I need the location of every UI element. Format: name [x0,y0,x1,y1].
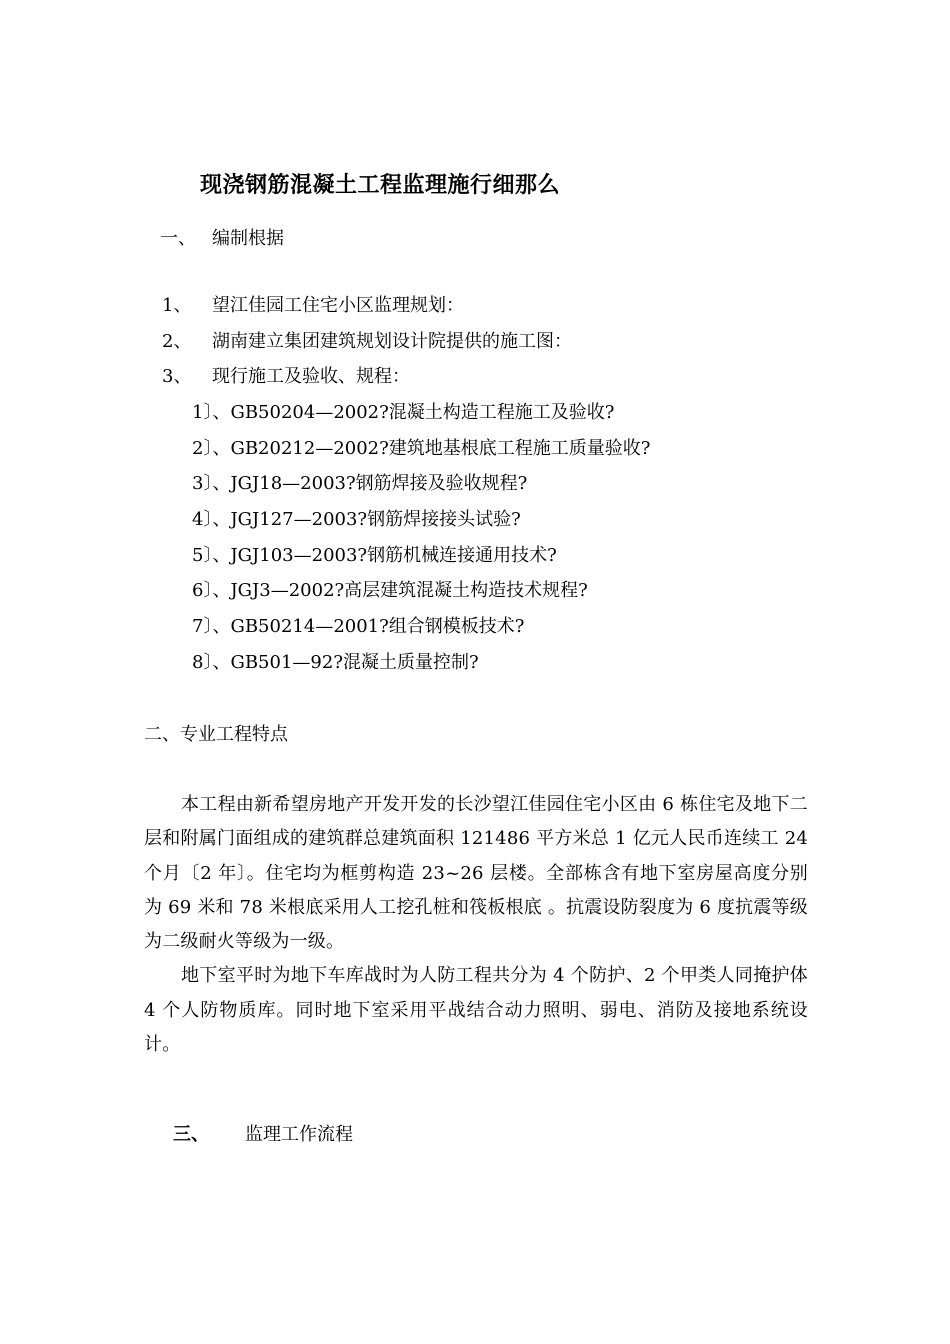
list-item [162,328,572,364]
list-item-text: 湖南建立集团建筑规划设计院提供的施工图： [212,330,572,352]
standards-list [192,399,650,685]
standard-item: 5〕、JGJ103—2003?钢筋机械连接通用技术? [192,544,557,566]
standard-item: 7〕、GB50214—2001?组合钢模板技术? [192,616,525,638]
list-item-number: 2、 [162,330,192,352]
standard-item: 1〕、GB50204—2002?混凝土构造工程施工及验收? [192,402,615,423]
standard-item: 3〕、JGJ18—2003?钢筋焊接及验收规程? [192,473,528,495]
standard-item: 4〕、JGJ127—2003?钢筋焊接接头试验? [192,509,521,531]
standard-item: 8〕、GB501—92?混凝土质量控制? [192,651,479,673]
section-heading-workflow [173,1120,353,1146]
list-item-text: 现行施工及验收、规程： [212,366,410,387]
section-title: 监理工作流程 [245,1124,353,1145]
paragraph: 地下室平时为地下车库战时为人防工程共分为 4 个防护、2 个甲类人同掩护体 4 个人防物质库。同时地下室采用平战结合动力照明、弱电、消防及接地系统设计。 [144,965,808,1056]
section-number: 三、 [173,1124,209,1145]
section-heading-basis [160,224,284,250]
section-number: 一、 [160,228,196,249]
list-item-number: 3、 [162,366,192,387]
list-item-number: 1、 [162,295,192,316]
standard-item: 2〕、GB20212—2002?建筑地基根底工程施工质量验收? [192,437,651,459]
list-item-text: 望江佳园工住宅小区监理规划： [212,295,464,316]
basis-list [162,292,572,399]
section-heading-features: 二、专业工程特点 [144,724,288,745]
standard-item: 6〕、JGJ3—2002?高层建筑混凝土构造技术规程? [192,580,588,602]
list-item [162,363,572,399]
paragraph: 本工程由新希望房地产开发开发的长沙望江佳园住宅小区由 6 栋住宅及地下二层和附属门面组成的建筑群总建筑面积 121486 平方米总 1 亿元人民币连续工 24 个月〔2 年〕。住宅均为框剪构造 23~26 层楼。全部栋含有地下室房屋高度分别为 69 米和 78 米根底采用人工挖孔桩和筏板根底 。抗震设防裂度为 6 度抗震等级为二级耐火等级为一级。 [144,794,808,953]
features-body [144,788,808,1062]
list-item [162,292,572,328]
section-title: 编制根据 [212,228,284,249]
document-title: 现浇钢筋混凝土工程监理施行细那么 [200,172,561,198]
